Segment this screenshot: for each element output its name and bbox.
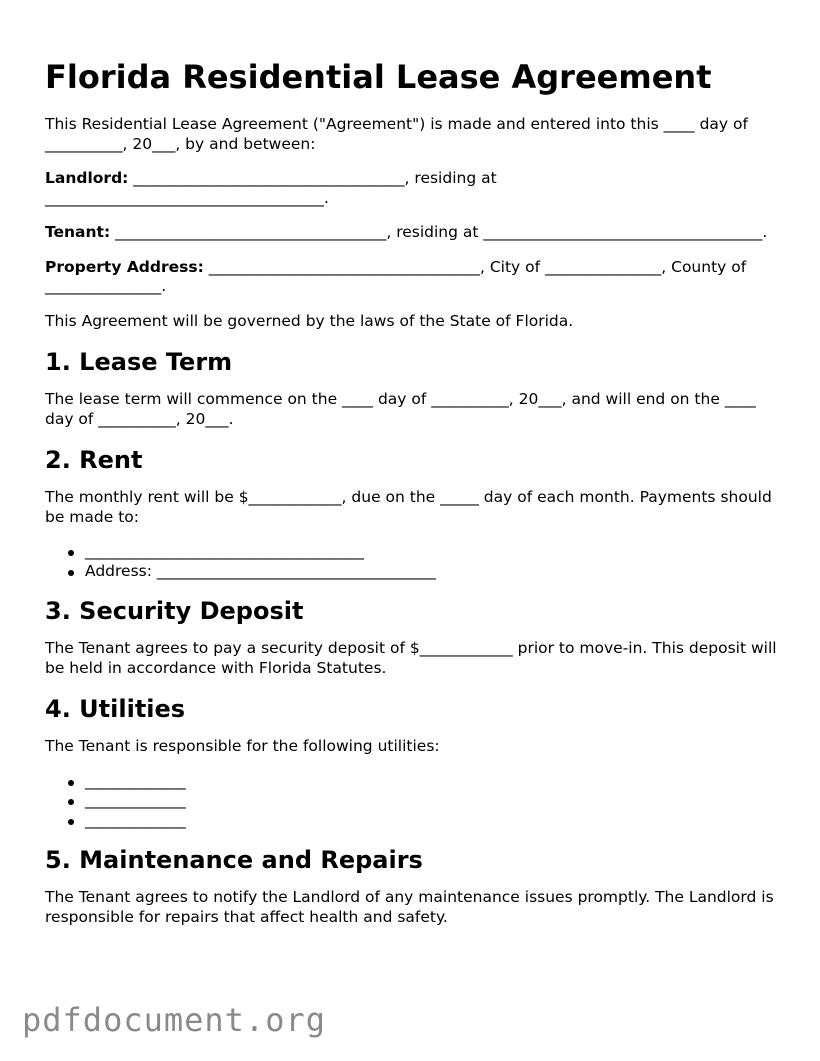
section-heading-maintenance: 5. Maintenance and Repairs <box>45 846 423 874</box>
list-item: ____________________________________ <box>85 542 785 562</box>
property-label: Property Address: <box>45 257 204 276</box>
utilities-list <box>45 772 785 831</box>
document-title: Florida Residential Lease Agreement <box>45 58 712 96</box>
property-paragraph <box>45 258 785 297</box>
tenant-label: Tenant: <box>45 223 111 241</box>
landlord-text: ___________________________________, residing at ____________________________________. <box>45 169 497 207</box>
section-heading-rent: 2. Rent <box>45 446 143 474</box>
governing-law-paragraph: This Agreement will be governed by the laws of the State of Florida. <box>45 311 574 330</box>
lease-term-paragraph: The lease term will commence on the ____ day of __________, 20___, and will end on the ____ day of __________, 20___. <box>45 390 756 428</box>
security-deposit-paragraph: The Tenant agrees to pay a security deposit of $____________ prior to move-in. This deposit will be held in accordance with Florida Statutes. <box>45 639 777 677</box>
lease-document <box>45 55 785 942</box>
section-heading-utilities: 4. Utilities <box>45 695 186 723</box>
property-text: ___________________________________, City of _______________, County of _______________. <box>45 257 747 295</box>
list-item: _____________ <box>85 772 785 792</box>
list-item: Address: ____________________________________ <box>85 562 785 582</box>
intro-paragraph: This Residential Lease Agreement ("Agreement") is made and entered into this ____ day of __________, 20___, by and between: <box>45 115 748 153</box>
watermark-text: pdfdocument.org <box>22 1001 326 1039</box>
section-heading-lease-term: 1. Lease Term <box>45 348 233 376</box>
rent-paragraph: The monthly rent will be $____________, due on the _____ day of each month. Payments should be made to: <box>45 488 772 526</box>
section-heading-security-deposit: 3. Security Deposit <box>45 597 304 625</box>
tenant-text: ___________________________________, residing at ____________________________________. <box>110 223 768 241</box>
tenant-paragraph <box>45 223 785 243</box>
maintenance-paragraph: The Tenant agrees to notify the Landlord of any maintenance issues promptly. The Landlord is responsible for repairs that affect health and safety. <box>45 888 774 926</box>
list-item: _____________ <box>85 791 785 811</box>
rent-payee-list <box>45 542 785 581</box>
landlord-label: Landlord: <box>45 169 129 187</box>
utilities-paragraph: The Tenant is responsible for the following utilities: <box>45 737 440 755</box>
landlord-paragraph <box>45 169 785 208</box>
list-item: _____________ <box>85 811 785 831</box>
